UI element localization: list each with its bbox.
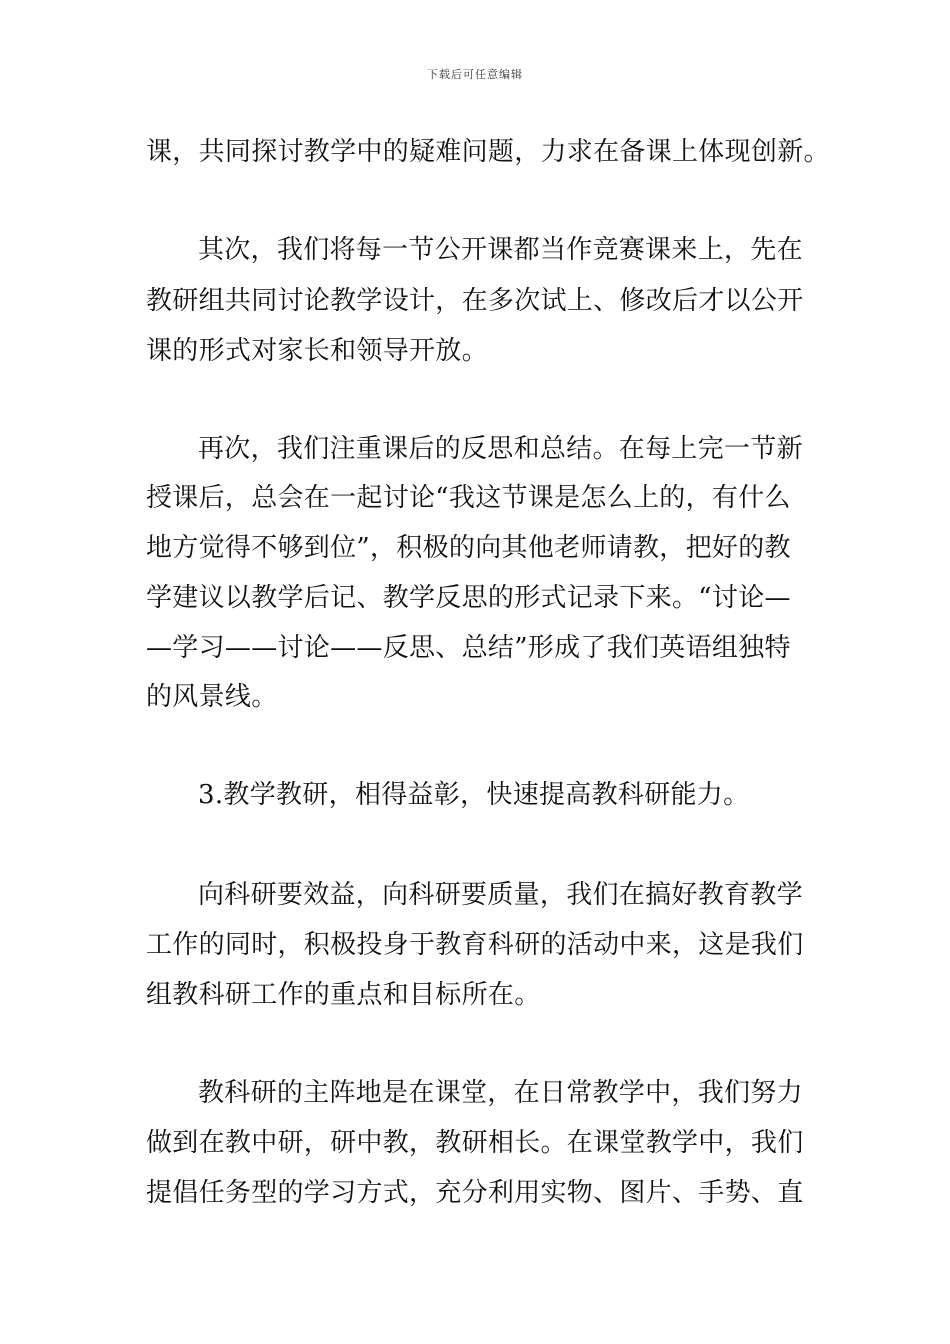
text-line: 学建议以教学后记、教学反思的形式记录下来。“讨论— <box>146 583 791 613</box>
text-line: 组教科研工作的重点和目标所在。 <box>146 980 541 1010</box>
text-line: —学习——讨论——反思、总结”形成了我们英语组独特 <box>146 633 791 663</box>
text-line: 教研组共同讨论教学设计，在多次试上、修改后才以公开 <box>146 286 804 316</box>
text-line: 地方觉得不够到位”，积极的向其他老师请教，把好的教 <box>146 533 791 563</box>
section-heading: 3.教学教研，相得益彰，快速提高教科研能力。 <box>198 780 750 810</box>
paragraph-first-line: 教科研的主阵地是在课堂，在日常教学中，我们努力 <box>198 1078 803 1108</box>
text-line: 课的形式对家长和领导开放。 <box>146 336 488 366</box>
paragraph-first-line: 其次，我们将每一节公开课都当作竞赛课来上，先在 <box>198 235 803 265</box>
paragraph-first-line: 向科研要效益，向科研要质量，我们在搞好教育教学 <box>198 880 803 910</box>
text-line: 工作的同时，积极投身于教育科研的活动中来，这是我们 <box>146 930 804 960</box>
text-line: 做到在教中研，研中教，教研相长。在课堂教学中，我们 <box>146 1128 804 1158</box>
header-note: 下载后可任意编辑 <box>427 68 523 81</box>
paragraph-first-line: 再次，我们注重课后的反思和总结。在每上完一节新 <box>198 434 803 464</box>
text-line: 的风景线。 <box>146 682 278 712</box>
text-line: 授课后，总会在一起讨论“我这节课是怎么上的，有什么 <box>146 483 791 513</box>
text-line: 课，共同探讨教学中的疑难问题，力求在备课上体现创新。 <box>146 137 830 167</box>
text-line: 提倡任务型的学习方式，充分利用实物、图片、手势、直 <box>146 1178 804 1208</box>
